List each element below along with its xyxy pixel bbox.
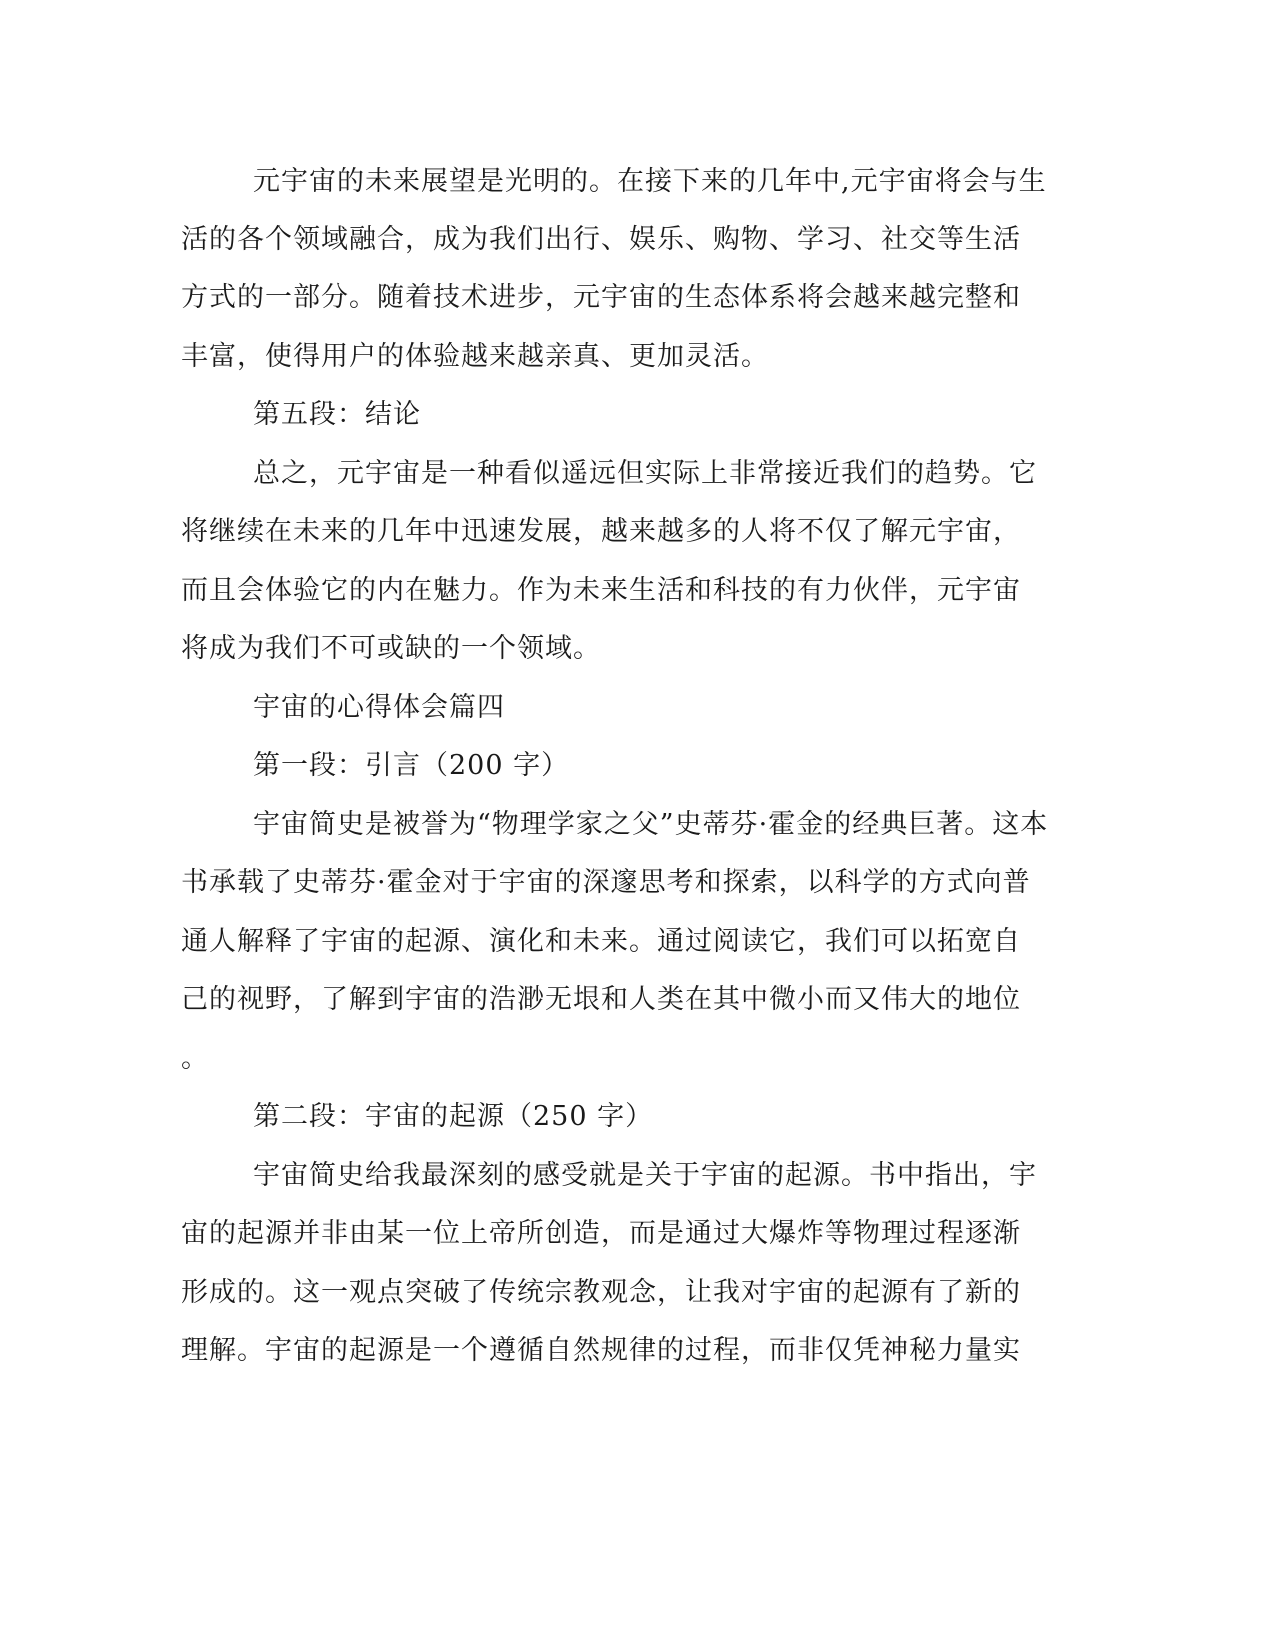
text-line: 宙的起源并非由某一位上帝所创造，而是通过大爆炸等物理过程逐渐 [181, 1218, 1021, 1249]
text-line: 元宇宙的未来展望是光明的。在接下来的几年中,元宇宙将会与生 [253, 166, 1047, 197]
text-line: 理解。宇宙的起源是一个遵循自然规律的过程，而非仅凭神秘力量实 [181, 1335, 1021, 1366]
text-line: 总之，元宇宙是一种看似遥远但实际上非常接近我们的趋势。它 [253, 458, 1037, 489]
text-line: 己的视野，了解到宇宙的浩渺无垠和人类在其中微小而又伟大的地位 [181, 984, 1021, 1015]
section-heading: 第五段：结论 [253, 399, 421, 430]
text-line: 通人解释了宇宙的起源、演化和未来。通过阅读它，我们可以拓宽自 [181, 926, 1021, 957]
text-line: 书承载了史蒂芬·霍金对于宇宙的深邃思考和探索，以科学的方式向普 [181, 867, 1031, 898]
text-line: 宇宙简史是被誉为“物理学家之父”史蒂芬·霍金的经典巨著。这本 [253, 809, 1049, 840]
section-heading: 第一段：引言（200 字） [253, 750, 570, 781]
text-line: 丰富，使得用户的体验越来越亲真、更加灵活。 [181, 341, 769, 372]
text-line: 将成为我们不可或缺的一个领域。 [181, 633, 601, 664]
section-heading: 第二段：宇宙的起源（250 字） [253, 1101, 654, 1132]
text-line: 方式的一部分。随着技术进步，元宇宙的生态体系将会越来越完整和 [181, 282, 1021, 313]
text-line: 形成的。这一观点突破了传统宗教观念，让我对宇宙的起源有了新的 [181, 1277, 1021, 1308]
text-line: 。 [181, 1043, 209, 1074]
text-line: 宇宙简史给我最深刻的感受就是关于宇宙的起源。书中指出，宇 [253, 1160, 1037, 1191]
article-title: 宇宙的心得体会篇四 [253, 692, 505, 723]
text-line: 而且会体验它的内在魅力。作为未来生活和科技的有力伙伴，元宇宙 [181, 575, 1021, 606]
text-line: 活的各个领域融合，成为我们出行、娱乐、购物、学习、社交等生活 [181, 224, 1021, 255]
text-line: 将继续在未来的几年中迅速发展，越来越多的人将不仅了解元宇宙， [181, 516, 1021, 547]
